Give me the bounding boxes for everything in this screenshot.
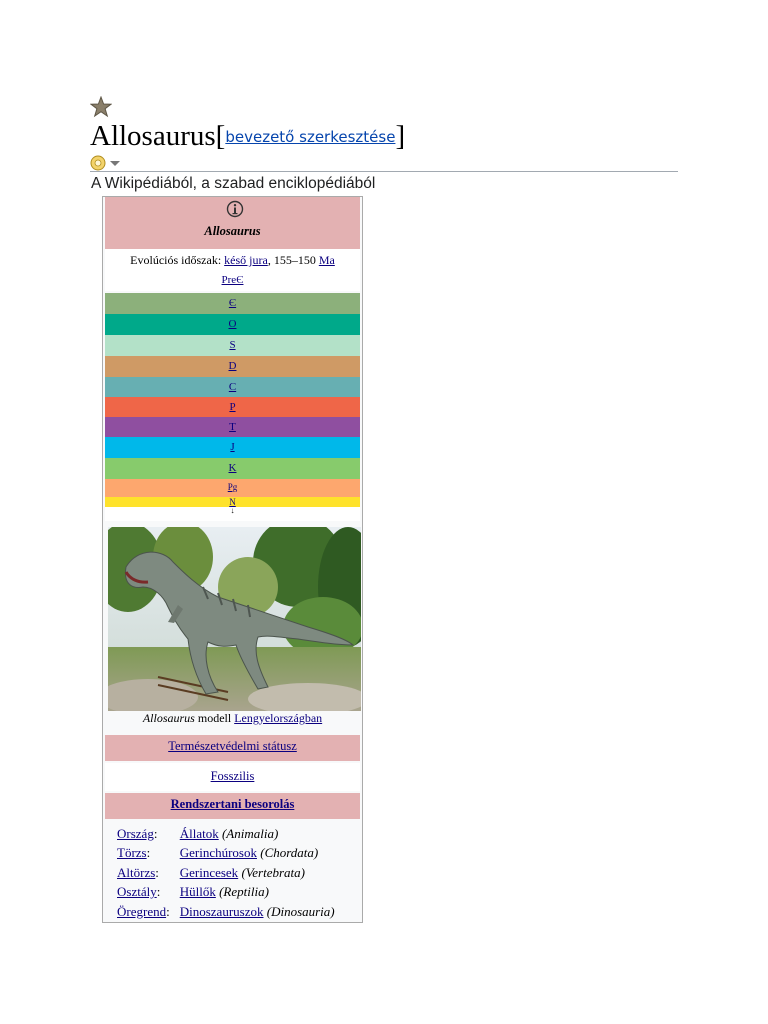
page-title [90, 118, 405, 155]
taxon-latin: (Chordata) [260, 845, 319, 861]
period-devonian [105, 356, 360, 377]
period-link[interactable]: P [229, 401, 236, 413]
conservation-status-link[interactable]: Természetvédelmi státusz [168, 739, 297, 753]
conservation-status-header [105, 735, 360, 761]
taxobox-title: Allosaurus [204, 224, 261, 238]
period-permian [105, 397, 360, 418]
period-link[interactable]: Є [228, 297, 237, 309]
period-link[interactable]: J [230, 441, 235, 453]
edit-intro-link[interactable]: bevezető szerkesztése [225, 128, 396, 146]
period-cambrian [105, 293, 360, 314]
period-arrow: ↓ [105, 507, 360, 521]
period-silurian [105, 335, 360, 356]
taxon-latin: (Reptilia) [219, 884, 269, 900]
table-row: Ország: Állatok (Animalia) [117, 825, 279, 841]
caption-link[interactable]: Lengyelországban [234, 711, 323, 725]
range-line [105, 253, 360, 268]
fossil-range [105, 249, 360, 291]
taxonomy-link[interactable]: Rendszertani besorolás [170, 797, 295, 811]
audio-icon [91, 156, 105, 170]
period-triassic [105, 417, 360, 438]
rank-link[interactable]: Altörzs [117, 864, 156, 880]
period-cretaceous [105, 458, 360, 479]
caption-name: Allosaurus [142, 711, 195, 725]
table-row: Törzs: Gerinchúrosok (Chordata) [117, 845, 319, 861]
period-link[interactable]: O [228, 318, 237, 330]
bracket-open: [ [215, 120, 226, 152]
title-divider [90, 171, 678, 172]
rank-link[interactable]: Ország [117, 825, 154, 841]
audio-menu[interactable] [90, 154, 124, 172]
info-icon[interactable] [226, 200, 244, 218]
period-link[interactable]: Pg [227, 482, 238, 492]
caption-text: modell [194, 711, 235, 725]
table-row: Öregrend: Dinoszauruszok (Dinosauria) [117, 903, 335, 919]
photo-caption [105, 711, 360, 726]
precambrian-link[interactable]: PreЄ [221, 274, 244, 286]
period-link[interactable]: T [229, 421, 236, 433]
rank-link[interactable]: Osztály [117, 884, 157, 900]
period-link[interactable]: K [228, 462, 237, 474]
taxon-latin: (Animalia) [221, 825, 279, 841]
taxon-link[interactable]: Gerinchúrosok [179, 845, 257, 861]
fossil-status-link[interactable]: Fosszilis [210, 769, 255, 783]
table-row: Altörzs: Gerincesek (Vertebrata) [117, 864, 305, 880]
period-link[interactable]: D [228, 360, 237, 372]
taxon-latin: (Vertebrata) [241, 864, 305, 880]
taxon-link[interactable]: Hüllők [179, 884, 216, 900]
taxobox [102, 196, 363, 923]
period-carboniferous [105, 377, 360, 398]
taxon-link[interactable]: Állatok [179, 825, 219, 841]
title-text: Allosaurus [90, 120, 216, 152]
rank-link[interactable]: Öregrend [117, 903, 167, 919]
period-link[interactable]: S [229, 339, 236, 351]
period-jurassic [105, 437, 360, 458]
allosaurus-model-photo[interactable] [108, 527, 361, 711]
taxonomy-header [105, 793, 360, 819]
taxon-link[interactable]: Gerincesek [179, 864, 239, 880]
taxon-link[interactable]: Dinoszauruszok [179, 903, 264, 919]
period-link[interactable]: N [229, 497, 236, 507]
taxon-latin: (Dinosauria) [266, 903, 335, 919]
taxonomy-table [117, 825, 335, 923]
range-label: Evolúciós időszak: [130, 253, 222, 267]
bracket-close: ] [395, 120, 406, 152]
range-unit-link[interactable]: Ma [318, 253, 335, 267]
period-paleogene [105, 479, 360, 497]
site-tagline: A Wikipédiából, a szabad enciklopédiából [91, 175, 376, 192]
range-value: , 155–150 [267, 253, 316, 267]
range-period-link[interactable]: késő jura [224, 253, 268, 267]
period-link[interactable]: C [228, 381, 237, 393]
taxobox-header [105, 197, 360, 249]
rank-link[interactable]: Törzs [117, 845, 147, 861]
chevron-down-icon [110, 161, 120, 166]
period-ordovician [105, 314, 360, 335]
table-row: Osztály: Hüllők (Reptilia) [117, 884, 269, 900]
conservation-status [105, 763, 360, 791]
featured-star-icon [90, 96, 112, 118]
